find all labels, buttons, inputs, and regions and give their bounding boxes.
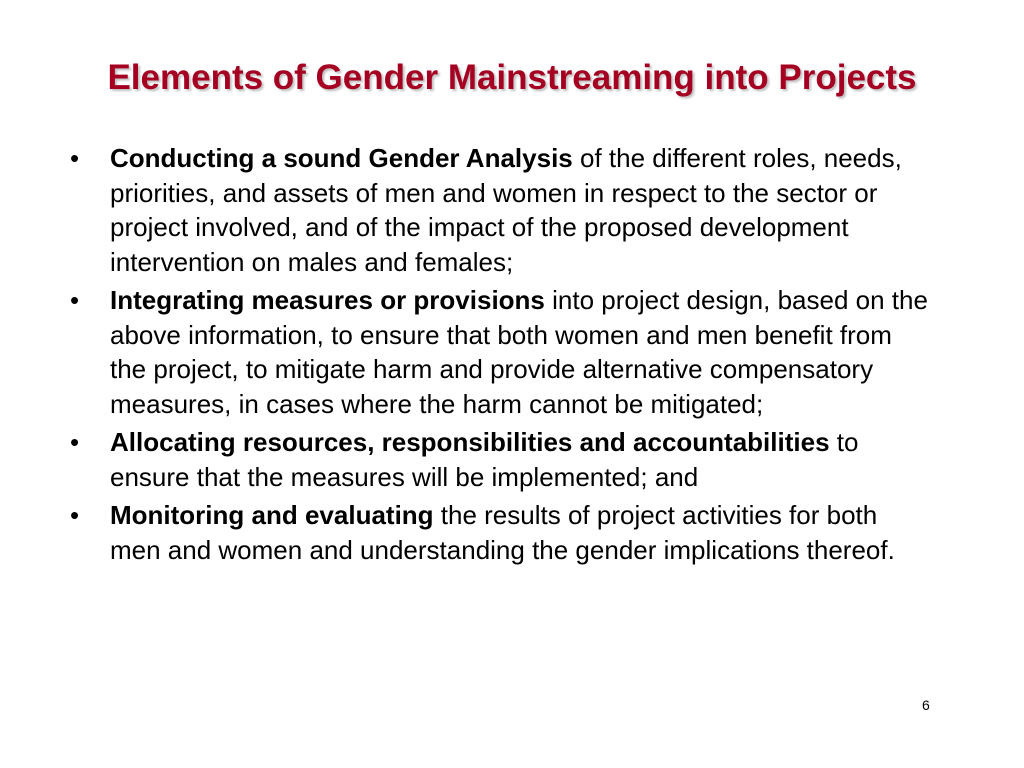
bullet-marker: • — [70, 427, 80, 457]
bullet-body-text: of the different roles, needs, priorities, and assets of men and women in respect to the sector or project involved, and of the impact of the proposed development intervention on males and females; — [110, 143, 902, 277]
bullet-item — [70, 283, 930, 421]
bullet-item — [70, 141, 930, 279]
bullet-marker: • — [70, 285, 80, 315]
bullet-lead-text: Conducting a sound Gender Analysis — [110, 143, 573, 173]
slide-title: Elements of Gender Mainstreaming into Projects — [107, 58, 917, 97]
bullet-body-text: the results of project activities for both men and women and understanding the gender implications thereof. — [110, 500, 895, 565]
bullet-lead-text: Monitoring and evaluating — [110, 500, 434, 530]
bullet-marker: • — [70, 500, 80, 530]
page-number: 6 — [922, 697, 930, 713]
bullet-lead-text: Allocating resources, responsibilities and accountabilities — [110, 427, 830, 457]
bullet-body-text: into project design, based on the above information, to ensure that both women and men benefit from the project, to mitigate harm and provide alternative compensatory measures, in cases where the harm cannot be mitigated; — [110, 285, 928, 419]
bullet-item — [70, 425, 930, 494]
bullet-list — [70, 141, 930, 571]
bullet-marker: • — [70, 143, 80, 173]
bullet-item — [70, 498, 930, 567]
bullet-lead-text: Integrating measures or provisions — [110, 285, 545, 315]
bullet-body-text: to ensure that the measures will be implemented; and — [110, 427, 859, 492]
